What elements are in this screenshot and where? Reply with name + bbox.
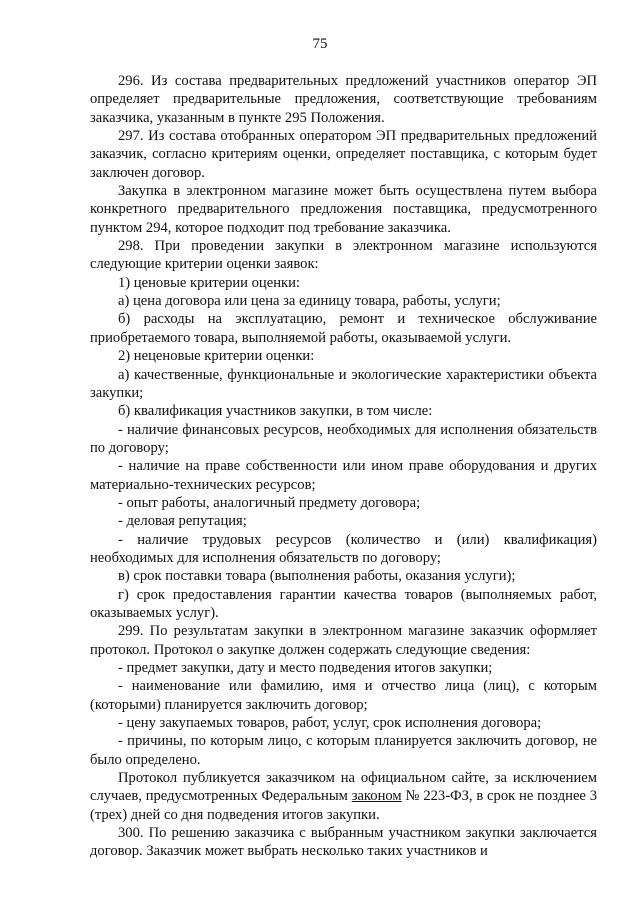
- document-body: [90, 72, 597, 861]
- list-item: 1) ценовые критерии оценки:: [118, 274, 300, 291]
- list-item: 2) неценовые критерии оценки:: [118, 348, 315, 365]
- list-item: а) качественные, функциональные и экологические характеристики объекта закупки;: [90, 366, 597, 401]
- list-item: б) квалификация участников закупки, в том числе:: [118, 403, 433, 420]
- list-item: - наличие на праве собственности или ином праве оборудования и других материально-технических ресурсов;: [90, 458, 597, 493]
- list-item: - предмет закупки, дату и место подведения итогов закупки;: [118, 660, 493, 676]
- paragraph-296: 296. Из состава предварительных предложений участников оператор ЭП определяет предварительные предложения, соответствующие требованиям заказчика, указанным в пункте 295 Положения.: [90, 73, 597, 126]
- list-item: - наименование или фамилию, имя и отчество лица (лиц), с которым (которыми) планируется заключить договор;: [90, 678, 597, 713]
- paragraph-297: 297. Из состава отобранных оператором ЭП предварительных предложений заказчик, согласно критериям оценки, определяет поставщика, с которым будет заключен договор.: [90, 128, 597, 181]
- list-item: б) расходы на эксплуатацию, ремонт и техническое обслуживание приобретаемого товара, выполняемой работы, оказываемой услуги.: [90, 311, 597, 346]
- paragraph-300: 300. По решению заказчика с выбранным участником закупки заключается договор. Заказчик может выбрать несколько таких участников и: [90, 825, 597, 860]
- list-item: в) срок поставки товара (выполнения работы, оказания услуги);: [118, 568, 516, 585]
- list-item: - причины, по которым лицо, с которым планируется заключить договор, не было определено.: [90, 733, 597, 768]
- list-item: - цену закупаемых товаров, работ, услуг, срок исполнения договора;: [118, 715, 542, 732]
- protocol-text-before: Протокол публикуется заказчиком на официальном сайте, за исключением случаев, предусмотренных Федеральным: [90, 770, 597, 805]
- protocol-text-after: № 223-ФЗ, в срок не позднее 3 (трех) дней со дня подведения итогов закупки.: [90, 788, 597, 823]
- paragraph-299: 299. По результатам закупки в электронном магазине заказчик оформляет протокол. Протокол о закупке должен содержать следующие сведения:: [90, 623, 597, 658]
- list-item: - наличие трудовых ресурсов (количество и (или) квалификация) необходимых для исполнения обязательств по договору;: [90, 531, 597, 566]
- federal-law-link[interactable]: законом: [351, 788, 402, 805]
- paragraph-protocol-publication: [90, 769, 597, 824]
- list-item: - наличие финансовых ресурсов, необходимых для исполнения обязательств по договору;: [90, 421, 597, 456]
- list-item: а) цена договора или цена за единицу товара, работы, услуги;: [118, 293, 501, 310]
- paragraph-298: 298. При проведении закупки в электронном магазине используются следующие критерии оценки заявок:: [90, 238, 597, 273]
- list-item: - опыт работы, аналогичный предмету договора;: [118, 494, 421, 511]
- paragraph-electronic-store: Закупка в электронном магазине может быть осуществлена путем выбора конкретного предварительного предложения поставщика, предусмотренного пунктом 294, которое подходит под требование заказчика.: [90, 183, 597, 236]
- list-item: - деловая репутация;: [118, 513, 247, 530]
- list-item: г) срок предоставления гарантии качества товаров (выполняемых работ, оказываемых услуг).: [90, 586, 597, 621]
- page-number: 75: [312, 36, 328, 52]
